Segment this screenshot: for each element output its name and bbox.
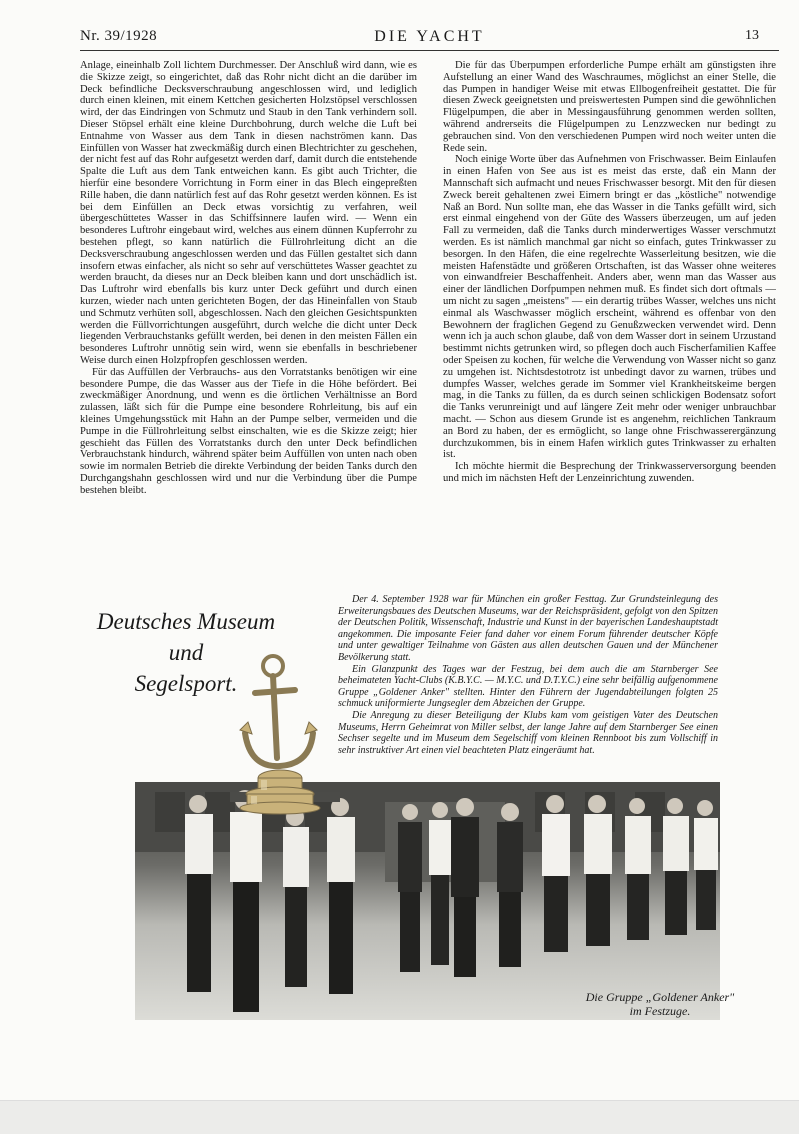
caption-line-1: Die Gruppe „Goldener Anker" bbox=[585, 990, 735, 1004]
photo-illustration bbox=[135, 782, 720, 1020]
header-rule bbox=[80, 50, 779, 51]
headline-line-1: Deutsches Museum bbox=[96, 609, 276, 634]
golden-anchor-trophy bbox=[225, 648, 345, 823]
right-paragraph-3: Ich möchte hiermit die Besprechung der Trinkwasserversorgung beenden und mich im nächsten Heft der Lenzeinrichtung zuwenden. bbox=[443, 461, 776, 484]
headline-line-2: und bbox=[168, 640, 204, 665]
magazine-title: DIE YACHT bbox=[374, 28, 485, 45]
page-header bbox=[80, 28, 779, 50]
feature-text bbox=[338, 594, 718, 756]
feature-paragraph-3: Die Anregung zu dieser Beteiligung der Klubs kam vom geistigen Vater des Deutschen Museums, Herrn Geheimrat von Miller selbst, der lange Jahre auf dem Starnberger See einen Sechser segelte und im Museum dem Segelschiff vom kleinen Rennboot bis zum Vollschiff in sehr instruktiver Art einen viel beachteten Platz eingeräumt hat. bbox=[338, 709, 718, 756]
anchor-icon bbox=[225, 648, 345, 823]
issue-number: Nr. 39/1928 bbox=[80, 28, 158, 44]
left-paragraph-2: Für das Auffüllen der Verbrauchs- aus den Vorratstanks benötigen wir eine besondere Pumpe, die das Wasser aus der Tiefe in die Höhe befördert. Bei zweckmäßiger Anordnung, und wenn es die örtlichen Verhältnisse an Bord zulassen, läßt sich für die Pumpe eine besondere Rohrleitung, bis auf ein kleines Umgehungsstück mit Hahn an der Pumpe selber, vermeiden und die Pumpe in die Füllrohrleitung selbst einschalten, wie es die Skizze zeigt; hier geschieht das Füllen des Vorratstanks durch den unter Deck befindlichen Verbrauchstank hindurch, während später beim Auffüllen von unten nach oben sowie im normalen Betrieb die direkte Verbindung der beiden Tanks durch den Durchgangshahn geschlossen wird und nur die Verbindung über die Pumpe bestehen bleibt. bbox=[80, 366, 417, 496]
right-paragraph-1: Die für das Überpumpen erforderliche Pumpe erhält am günstigsten ihre Aufstellung an einer Wand des Waschraumes, möglichst an einer Stelle, die das Pumpen in handiger Weise mit etwas Ellbogenfreiheit gestattet. Die für diesen Zweck geeignetsten und preiswertesten Pumpen sind die gewöhnlichen Flügelpumpen, die aber in Messingausführung genommen werden sollten, während andrerseits die Flügelpumpen zu Lenzzwecken nur bedingt zu gebrauchen sind. Von den verschiedenen Pumpen wird noch weiter unten die Rede sein. bbox=[443, 60, 776, 154]
page-number: 13 bbox=[745, 28, 759, 43]
right-paragraph-2: Noch einige Worte über das Aufnehmen von Frischwasser. Beim Einlaufen in einen Hafen von See aus ist es meist das erste, daß ein Mann der Mannschaft sich aufmacht und neues Frischwasser besorgt. Mit den für diesen Zweck bereit gehaltenen zwei Eimern bringt er das „köstliche" notwendige Naß an Bord. Nun sollte man, ehe das Wasser in die Tanks gefüllt wird, sich erst einmal eingehend von der Güte des Wassers überzeugen, um auf jeden Fall zu vermeiden, daß die Tanks durch minderwertiges Wasser verschmutzt werden. Es ist nämlich manchmal gar nicht so einfach, gutes Trinkwasser zu besorgen. In den Häfen, die eine regelrechte Wasserleitung besitzen, wie die meisten Hafenstädte und größeren Ortschaften, ist das Wasser ohne weiteres von einwandfreier Beschaffenheit. Anders aber, wenn man das Wasser aus einer der ländlichen Dorfpumpen nehmen muß. Es findet sich dort oftmals — um nicht zu sagen „meistens" — ein derartig trübes Wasser, welches uns nicht einmal als Waschwasser möglich erscheint, während es offenbar von den Bewohnern der fraglichen Gegend zu Genußzwecken verwendet wird. Denn wenn ich ja auch schon glaube, daß von dem Wasser dort in seinem Urzustand bestimmt nichts getrunken wird, so pflegen doch auch Fischerfamilien Kaffee oder Speisen zu kochen, für welche die Verwendung von Wasser nicht so ganz zu umgehen ist. Nichtsdestotrotz ist unbedingt davor zu warnen, trübes und dumpfes Wasser, welches gerade im Sommer viel Krankheitskeime bergen mag, in die Tanks zu füllen, da es durch seinen schlickigen Bodensatz sofort die Tanks verunreinigt und auf längere Zeit mehr oder weniger unbrauchbar macht. — Schon aus diesem Grunde ist es angenehm, reichlichen Tankraum an Bord zu haben, der es ermöglicht, so lange ohne Frischwasserergänzung durchzukommen, bis in einem Hafen wirklich gutes Trinkwasser zu erhalten ist. bbox=[443, 154, 776, 461]
left-column bbox=[80, 60, 417, 568]
feature-paragraph-1: Der 4. September 1928 war für München ein großer Festtag. Zur Grundsteinlegung des Erweiterungsbaues des Deutschen Museums, war der Reichspräsident, gefolgt von den Spitzen der Deutschen Politik, Wissenschaft, Industrie und Kunst in der bayerischen Landeshauptstadt angekommen. Die imposante Feier fand daher vor einem Forum führender deutscher Köpfe und unter gewaltiger Teilnahme von Gästen aus allen deutschen Gauen und der Münchener Bevölkerung statt. bbox=[338, 594, 718, 663]
photo-caption bbox=[560, 990, 760, 1018]
page-bottom-margin bbox=[0, 1100, 799, 1134]
right-column bbox=[443, 60, 776, 568]
left-paragraph-1: Anlage, eineinhalb Zoll lichtem Durchmesser. Der Anschluß wird dann, wie es die Skizze zeigt, so eingerichtet, daß das Rohr nicht dicht an die darüber im Deck befindliche Decksverschraubung angeschlossen wird, und lediglich durch einen kleinen, mit einem Kettchen gesicherten Holzstöpsel verschlossen wird, der das Eindringen von Schmutz und Staub in den Tank verhindern soll. Dieser Stöpsel erhält eine kleine Durchbohrung, durch welche die Luft bei Entnahme von Wasser aus dem Tank in diesen nachströmen kann. Das Einfüllen von Wasser hat zweckmäßig durch einen Blechtrichter zu geschehen, der nicht fest auf das Rohr aufgesetzt werden darf, damit durch die entstehende Spalte die Luft aus dem Tank entweichen kann. Es gibt auch Trichter, die hierfür eine besondere Vorrichtung in Form einer in das Blech eingepreßten Rille haben, die dann natürlich fest auf das Rohr gesetzt werden können. Es ist bei dem Einfüllen an Deck etwas vorsichtig zu verfahren, weil übergeschüttetes Wasser in das Schiffsinnere laufen wird. — Wenn ein besonderes Luftrohr eingebaut wird, welches aus einem dünnen Kupferrohr zu bestehen pflegt, so kann natürlich die Füllrohrleitung dicht an die Decksverschraubung angeschlossen werden und das Füllen gestaltet sich dann insofern etwas einfacher, als nicht so sehr auf verschüttetes Wasser geachtet zu werden braucht, da dieses nur an Deck bleiben kann und dort unschädlich ist. Das Luftrohr wird ebenfalls bis kurz unter Deck geführt und durch einen kurzen, wieder nach unten gerichteten Bogen, der das Hineinfallen von Staub und Schmutz verhüten soll, abgeschlossen. Nach den gleichen Gesichtspunkten werden die Füllvorrichtungen ausgeführt, durch welche die dicht unter Deck liegenden Verbrauchstanks gefüllt werden, bei denen in den meisten Fällen ein besonderes Luftrohr unnötig sein wird, wenn sie ebenfalls in beschriebener Weise durch einen Holzpfropfen geschlossen werden. bbox=[80, 60, 417, 366]
feature-paragraph-2: Ein Glanzpunkt des Tages war der Festzug, bei dem auch die am Starnberger See beheimateten Yacht-Clubs (K.B.Y.C. — M.Y.C. und D.T.Y.C.) eine sehr beifällig aufgenommene Gruppe „Goldener Anker" stellten. Hinter den Führern der Jugendabteilungen folgten 25 schmuck uniformierte Jungsegler dem Abzeichen der Gruppe. bbox=[338, 663, 718, 710]
headline-line-3: Segelsport. bbox=[134, 671, 238, 696]
festzug-photo bbox=[135, 782, 720, 1020]
caption-line-2: im Festzuge. bbox=[629, 1004, 691, 1018]
